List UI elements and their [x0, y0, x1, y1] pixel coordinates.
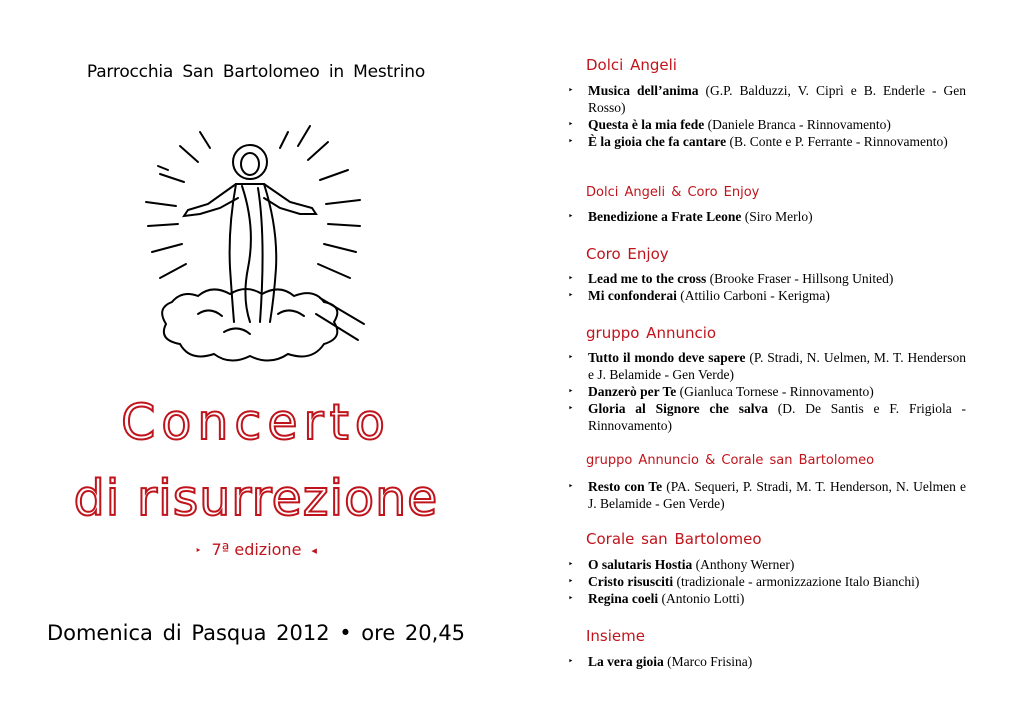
song-title: Lead me to the cross — [588, 271, 707, 286]
bullet-icon: ‣ — [568, 386, 574, 396]
song-author: (Brooke Fraser - Hillsong United) — [706, 271, 894, 286]
song-list — [566, 556, 966, 607]
bullet-icon: ‣ — [568, 559, 574, 569]
list-item — [566, 270, 966, 287]
song-title: Questa è la mia fede — [588, 117, 705, 132]
list-item — [566, 383, 966, 400]
song-list — [566, 270, 966, 304]
song-list — [566, 208, 966, 225]
song-author: (D. De Santis e F. Frigiola - Rinnovamento) — [588, 401, 967, 433]
list-item — [566, 116, 966, 133]
song-list — [566, 82, 966, 150]
list-item — [566, 573, 966, 590]
song-title: Resto con Te — [588, 479, 663, 494]
song-title: Musica dell’anima — [588, 83, 699, 98]
song-author: (P. Stradi, N. Uelmen, M. T. Henderson e J. Belamide - Gen Verde) — [588, 350, 966, 382]
bullet-icon: ‣ — [568, 119, 574, 129]
song-list — [566, 478, 966, 512]
parish-name: Parrocchia San Bartolomeo in Mestrino — [86, 62, 426, 82]
song-title: Tutto il mondo deve sapere — [588, 350, 746, 365]
section-heading: Insieme — [586, 627, 645, 645]
bullet-icon: ‣ — [568, 656, 574, 666]
bullet-icon: ‣ — [568, 290, 574, 300]
song-author: (Anthony Werner) — [692, 557, 795, 572]
bullet-icon: ‣ — [568, 273, 574, 283]
risen-christ-icon — [138, 118, 370, 366]
song-title: Mi confonderai — [588, 288, 677, 303]
song-title: La vera gioia — [588, 654, 664, 669]
song-author: (Attilio Carboni - Kerigma) — [676, 288, 830, 303]
song-author: (Siro Merlo) — [741, 209, 813, 224]
song-author: (B. Conte e P. Ferrante - Rinnovamento) — [726, 134, 948, 149]
song-author: (G.P. Balduzzi, V. Ciprì e B. Enderle - Gen Rosso) — [588, 83, 967, 115]
event-date: Domenica di Pasqua 2012 • ore 20,45 — [46, 621, 466, 645]
list-item — [566, 478, 966, 512]
song-author: (Antonio Lotti) — [658, 591, 745, 606]
bullet-icon: ‣ — [568, 85, 574, 95]
bullet-icon: ‣ — [568, 352, 574, 362]
section-heading: Dolci Angeli & Coro Enjoy — [586, 185, 760, 200]
song-author: (Gianluca Tornese - Rinnovamento) — [676, 384, 874, 399]
edition-label — [0, 540, 512, 559]
section-heading: Coro Enjoy — [586, 245, 669, 263]
song-author: (Marco Frisina) — [663, 654, 753, 669]
song-author: (tradizionale - armonizzazione Italo Bianchi) — [673, 574, 920, 589]
bullet-icon: ‣ — [568, 593, 574, 603]
list-item — [566, 208, 966, 225]
list-item — [566, 590, 966, 607]
arrow-left-icon: ◂ — [311, 544, 317, 557]
song-author: (PA. Sequeri, P. Stradi, M. T. Henderson, N. Uelmen e J. Belamide - Gen Verde) — [588, 479, 966, 511]
bullet-icon: ‣ — [568, 403, 574, 413]
song-title: È la gioia che fa cantare — [588, 134, 727, 149]
song-title: Cristo risusciti — [588, 574, 674, 589]
list-item — [566, 133, 966, 150]
bullet-icon: ‣ — [568, 136, 574, 146]
section-heading: Dolci Angeli — [586, 56, 677, 74]
concert-title-line1: Concerto — [121, 394, 391, 451]
list-item — [566, 349, 966, 383]
song-list — [566, 653, 966, 670]
edition-text: 7ª edizione — [211, 540, 302, 559]
section-heading: gruppo Annuncio & Corale san Bartolomeo — [586, 453, 875, 468]
section-heading: gruppo Annuncio — [586, 324, 717, 342]
arrow-right-icon: ‣ — [195, 544, 202, 557]
song-title: Benedizione a Frate Leone — [588, 209, 742, 224]
list-item — [566, 82, 966, 116]
list-item — [566, 287, 966, 304]
song-title: O salutaris Hostia — [588, 557, 693, 572]
list-item — [566, 400, 966, 434]
bullet-icon: ‣ — [568, 211, 574, 221]
song-title: Gloria al Signore che salva — [588, 401, 768, 416]
list-item — [566, 653, 966, 670]
bullet-icon: ‣ — [568, 576, 574, 586]
section-heading: Corale san Bartolomeo — [586, 530, 762, 548]
song-list — [566, 349, 966, 434]
bullet-icon: ‣ — [568, 481, 574, 491]
song-title: Danzerò per Te — [588, 384, 677, 399]
song-author: (Daniele Branca - Rinnovamento) — [704, 117, 891, 132]
list-item — [566, 556, 966, 573]
song-title: Regina coeli — [588, 591, 659, 606]
concert-title-line2: di risurrezione — [73, 470, 439, 527]
